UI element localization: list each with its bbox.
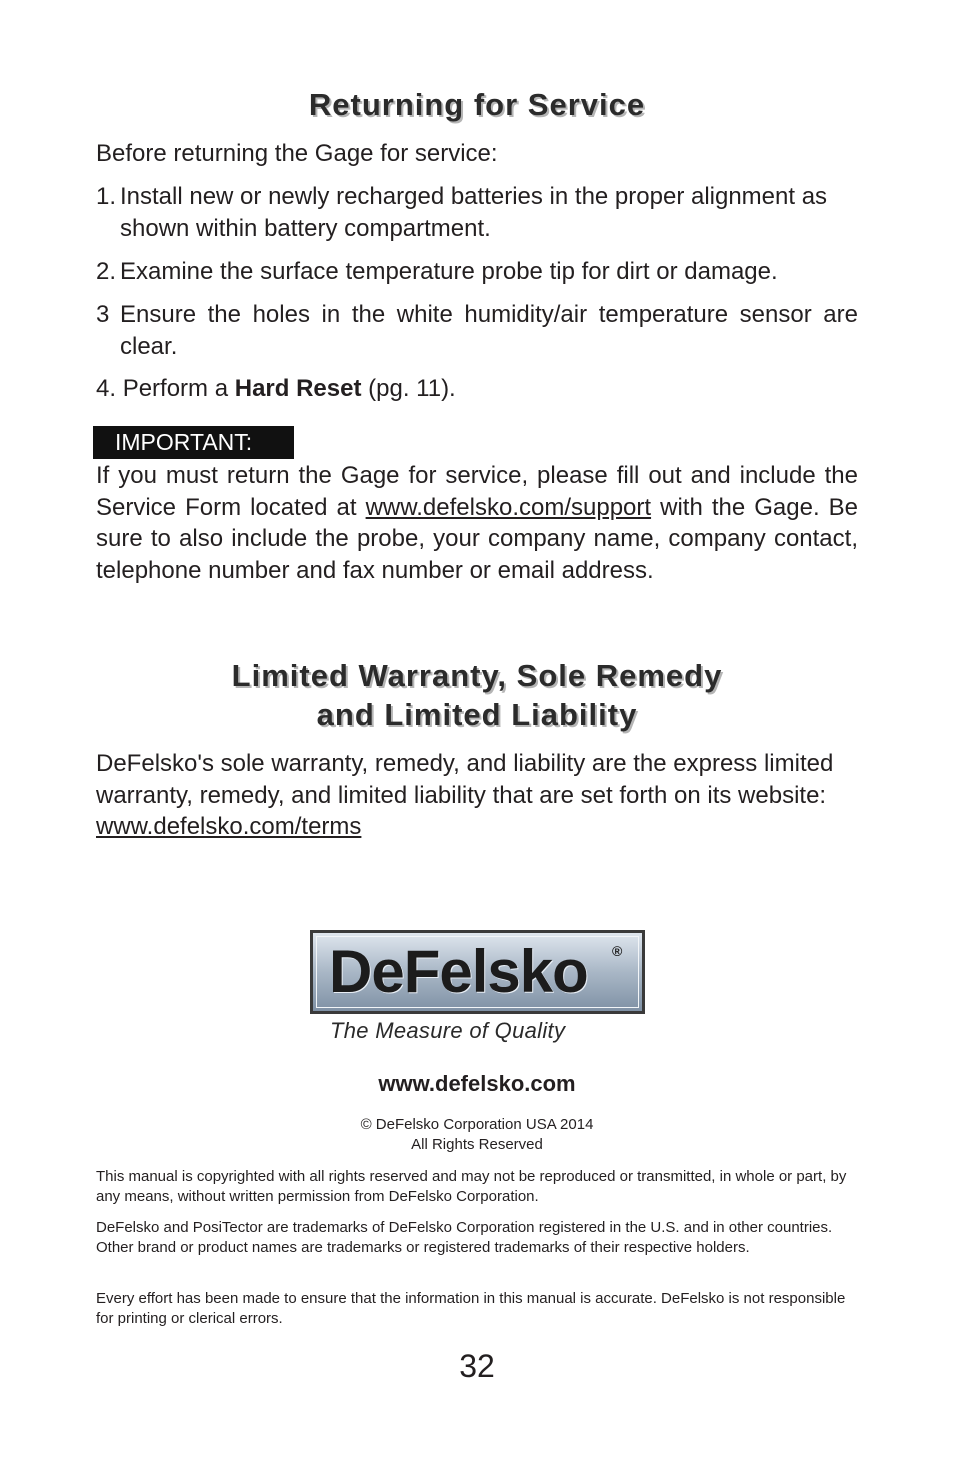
important-text-after: with the Gage. Be sure to also include the probe, your company name, company contact, telephone number and fax number or email address.	[96, 493, 859, 584]
copyright-line: © DeFelsko Corporation USA 2014	[360, 1116, 594, 1133]
hard-reset-label: Hard Reset	[234, 375, 362, 402]
list-number: 2.	[96, 258, 117, 285]
list-item	[96, 299, 858, 362]
list-item	[96, 256, 858, 288]
warranty-heading-line1: Limited Warranty, Sole Remedy	[231, 658, 723, 693]
list-text-after: (pg. 11).	[368, 375, 456, 402]
warranty-heading	[0, 656, 954, 734]
list-item	[96, 181, 858, 244]
copyright-notice: This manual is copyrighted with all rights reserved and may not be reproduced or transmitted, in whole or part, by any means, without written permission from DeFelsko Corporation.	[96, 1168, 847, 1205]
warranty-heading-line2: and Limited Liability	[316, 697, 638, 732]
important-text: If you must return the Gage for service, please fill out and include the Service Form located at	[96, 462, 858, 521]
logo-wordmark: DeFelsko	[329, 938, 588, 1005]
important-badge: IMPORTANT:	[93, 426, 294, 459]
important-paragraph	[96, 460, 858, 586]
list-number: 1.	[96, 183, 117, 210]
list-number: 4.	[96, 375, 117, 402]
accuracy-notice: Every effort has been made to ensure that the information in this manual is accurate. DeFelsko is not responsible for printing or clerical errors.	[96, 1290, 846, 1327]
website-url[interactable]: www.defelsko.com	[378, 1071, 576, 1096]
service-heading: Returning for Service	[308, 87, 646, 122]
logo-tagline: The Measure of Quality	[330, 1018, 566, 1043]
page-number: 32	[459, 1348, 495, 1384]
list-text: Ensure the holes in the white humidity/air temperature sensor are clear.	[120, 301, 858, 360]
terms-link[interactable]: www.defelsko.com/terms	[96, 813, 362, 840]
list-item	[96, 373, 858, 405]
trademark-notice: DeFelsko and PosiTector are trademarks of DeFelsko Corporation registered in the U.S. and in other countries. Other brand or product names are trademarks or registered trademarks of their respective holders.	[96, 1219, 833, 1256]
registered-mark: ®	[612, 943, 623, 959]
list-text: Perform a	[122, 375, 229, 402]
list-number: 3	[96, 301, 110, 328]
service-intro: Before returning the Gage for service:	[96, 140, 498, 167]
warranty-paragraph	[96, 748, 858, 843]
list-text: Install new or newly recharged batteries in the proper alignment as shown within battery compartment.	[120, 183, 828, 242]
rights-line: All Rights Reserved	[411, 1136, 543, 1153]
list-text: Examine the surface temperature probe tip for dirt or damage.	[120, 258, 778, 285]
warranty-text: DeFelsko's sole warranty, remedy, and liability are the express limited warranty, remedy, and limited liability that are set forth on its website:	[96, 750, 834, 809]
support-link[interactable]: www.defelsko.com/support	[365, 493, 652, 521]
defelsko-logo	[310, 930, 645, 1014]
